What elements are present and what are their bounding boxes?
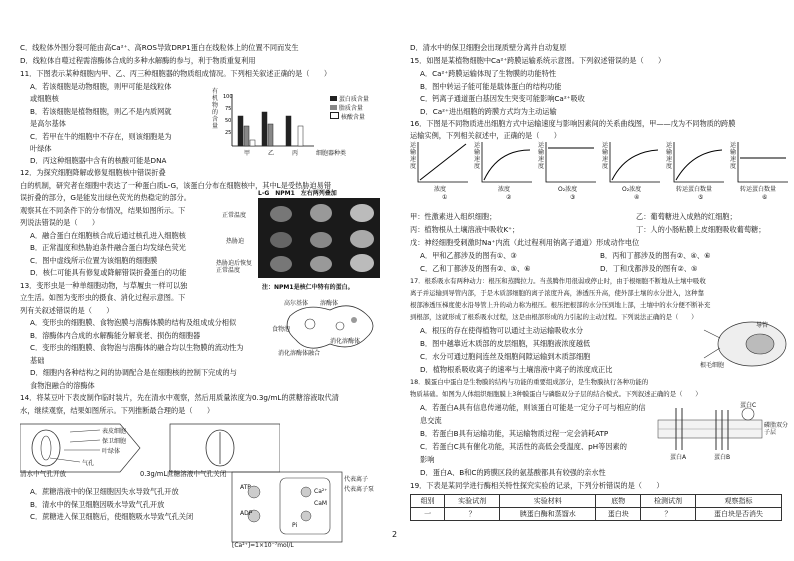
- q11-cat-yi: 乙: [268, 150, 275, 157]
- th-material: 实验材料: [500, 495, 596, 508]
- q14-stem: 14．将某豆叶下表皮制作临时装片，先在清水中观察，然后用质量浓度为0.3g/mL的蔗糖溶液取代清: [20, 393, 339, 402]
- q16-wu: 戊：神经细胞受刺激时Na⁺内流（此过程利用钠离子通道）形成动作电位: [410, 238, 640, 247]
- q11-ylabel: 有机物的含量: [212, 88, 219, 130]
- q12-option-b: B．正常温度和热胁迫条件融合蛋白均发绿色荧光: [30, 243, 186, 252]
- q14-label-guard: 保卫细胞: [102, 438, 127, 445]
- q18-figure: [652, 398, 792, 462]
- q15-option-d: D．Ca²⁺进出细胞的跨膜方式均为主动运输: [420, 107, 557, 116]
- q12-figure: [216, 188, 392, 300]
- q11-cat-jia: 甲: [244, 150, 251, 157]
- q12-row-recover: 热胁迫后恢复正常温度: [216, 260, 253, 274]
- q16-curve: [676, 150, 722, 180]
- q13-label-fusion: 消化溶酶体融合: [278, 350, 321, 357]
- q16-stem: 16．下图是不同物质进出细胞方式中运输速度与影响因素间的关系曲线图，甲——戊为不同物质的跨膜: [410, 119, 736, 128]
- q13-stem2: 立生活。如图为变形虫的摄食、消化过程示意图。下: [20, 293, 186, 302]
- th-substrate: 底物: [596, 495, 641, 508]
- q13-option-b: B．溶酶体内合成的水解酶能分解衰老、损伤的细胞器: [30, 331, 201, 340]
- q11-option-c2: 叶绿体: [30, 144, 52, 153]
- ca-caption: [Ca²⁺]=1×10⁻⁷mol/L: [232, 542, 294, 549]
- q12-row-normal: 正常温度: [222, 212, 247, 219]
- q16-num-1: ①: [442, 194, 448, 201]
- ca-legend-pump: 代表离子泵: [344, 486, 375, 493]
- q16-curve: [612, 150, 658, 180]
- q12-stem5: 列说法错误的是（ ）: [20, 218, 100, 227]
- q16-num-6: ⑥: [762, 194, 768, 201]
- q18-option-c: C．若蛋白C具有催化功能，其活性的高低会受温度、pH等因素的: [420, 442, 627, 451]
- q16-axes: [610, 142, 660, 182]
- svg-text:50: 50: [225, 118, 232, 124]
- q13-option-a: A．变形虫的细胞膜、食物泡膜与溶酶体膜的结构及组成成分相似: [30, 318, 237, 327]
- q10-option-d: D．线粒体自噬过程需溶酶体合成的多种水解酶的参与，利于物质重复利用: [20, 56, 256, 65]
- q14-stem2: 水，继续观察，结果如图所示。下列推断最合理的是（ ）: [20, 406, 215, 415]
- q18-option-b: B．若蛋白B具有运输功能，其运输物质过程一定会消耗ATP: [420, 429, 609, 438]
- q18-label-a: 蛋白A: [670, 454, 687, 461]
- q11-bar: [286, 116, 291, 146]
- q12-option-c: C．图中虚线所示位置为该细胞的细胞膜: [30, 256, 158, 265]
- q17-option-b: B．图中越靠近木质部的皮层细胞，其细胞液浓度越低: [420, 339, 591, 348]
- q16-stem2: 运输实例，下列相关叙述中，正确的是（ ）: [410, 131, 561, 140]
- q17-label-roothair: 根毛细胞: [700, 362, 725, 369]
- q16-ylabel-3: 运输速度: [538, 142, 545, 170]
- q11-bar: [244, 126, 249, 146]
- q16-curve: [484, 150, 530, 180]
- q11-legend-protein: 蛋白质含量: [338, 96, 369, 103]
- svg-text:75: 75: [225, 106, 232, 112]
- ca-label-pi: Pi: [292, 522, 298, 529]
- table-row: [411, 508, 782, 521]
- cell: 胰蛋白酶和蒸馏水: [500, 508, 596, 521]
- q17-stem4: 到根部，这就形成了根系吸水过程，这是由根部形成的力引起的主动过程。下列说法正确的是（ ）: [410, 313, 698, 321]
- q16-axes: [674, 142, 724, 182]
- q17-figure: [700, 318, 792, 370]
- q16-num-5: ⑤: [698, 194, 704, 201]
- q11-figure: [212, 86, 392, 162]
- q12-stem4: 观察其在不同条件下的分布情况，结果如图所示。下: [20, 206, 186, 215]
- q18-stem2: 物质基础。如图为人体组织细胞膜上3种膜蛋白与磷脂双分子层的结合模式。下列叙述正确的是（ ）: [410, 390, 702, 398]
- q14-caption-right: 0.3g/mL蔗糖溶液中气孔关闭: [140, 470, 227, 478]
- q13-option-d: D．细胞内各种结构之间的协调配合是在细胞核的控制下完成的与: [30, 368, 237, 377]
- q15-option-c: C．钙离子通道蛋白基因发生突变可能影响Ca²⁺吸收: [420, 94, 585, 103]
- q13-label-food-vacuole: 食物泡: [272, 326, 291, 333]
- q14-option-b: B．清水中的保卫细胞因吸水导致气孔开放: [30, 500, 165, 509]
- q13-label-golgi: 高尔基体: [284, 300, 309, 307]
- q16-num-3: ③: [570, 194, 576, 201]
- table-header-row: [411, 495, 782, 508]
- q14-option-a: A．蔗糖溶液中的保卫细胞因失水导致气孔开放: [30, 487, 179, 496]
- q13-figure: [270, 296, 392, 358]
- q16-bing: 丙：植物根从土壤溶液中吸收K⁺；: [410, 225, 520, 234]
- q16-option-a: A．甲和乙都涉及的图有①、③: [420, 251, 517, 260]
- th-reagent: 实验试剂: [445, 495, 500, 508]
- right-column: [400, 0, 792, 561]
- q12-stem: 12．为探究细胞降解或修复细胞核中错误折叠: [20, 168, 166, 177]
- q16-figure: [408, 140, 792, 204]
- q13-label-digestive: 消化溶酶体: [330, 338, 361, 345]
- q11-option-b2: 是高尔基体: [30, 119, 66, 128]
- q11-bar: [238, 116, 243, 146]
- q15-option-a: A．Ca²⁺跨膜运输体现了生物膜的功能特性: [420, 69, 557, 78]
- q11-bar: [250, 140, 255, 146]
- q14-figure: [20, 418, 280, 478]
- q11-legend-lipid: 脂质含量: [338, 105, 363, 112]
- q13-option-c: C．变形虫的细胞膜、食物泡与溶酶体的融合均以生物膜的流动性为: [30, 343, 244, 352]
- q12-header: L-G NPM1 左右两列叠加: [258, 190, 337, 197]
- q16-x-4: O₂浓度: [622, 186, 642, 193]
- q10-option-c: C．线粒体外围分裂可能由高Ca²⁺、高ROS导致DRP1蛋白在线粒体上的位置不同而发生: [20, 43, 299, 52]
- q16-x-5: 转运蛋白数量: [676, 186, 713, 193]
- q17-option-d: D．植物根系吸收离子的速率与土壤溶液中离子的浓度成正比: [420, 365, 613, 374]
- ca-label-ca: Ca²⁺: [314, 488, 328, 495]
- th-detect: 检测试剂: [641, 495, 696, 508]
- q12-caption: 注：NPM1是核仁中特有的蛋白。: [262, 284, 354, 291]
- q16-ding: 丁：人的小肠粘膜上皮细胞吸收葡萄糖；: [636, 225, 766, 234]
- q16-x-2: 浓度: [498, 186, 511, 193]
- q11-option-a: A．若该细胞是动物细胞，则甲可能是线粒体: [30, 82, 172, 91]
- q14-label-stoma: 气孔: [82, 460, 95, 467]
- q16-x-6: 转运蛋白数量: [740, 186, 777, 193]
- ca-label-cam: CaM: [314, 500, 328, 507]
- q16-x-1: 浓度: [434, 186, 447, 193]
- q15-stem: 15．如图是某植物细胞中Ca²⁺跨膜运输系统示意图。下列叙述错误的是（ ）: [410, 56, 666, 65]
- q19-table: [410, 494, 782, 521]
- q14-option-d: D．清水中的保卫细胞会出现质壁分离并自动复原: [410, 43, 567, 52]
- q18-label-bilayer: 磷脂双分子层: [764, 422, 789, 436]
- cell: 蛋白块是否消失: [695, 508, 781, 521]
- cell: 一: [411, 508, 445, 521]
- q16-ylabel-2: 运输速度: [474, 142, 481, 170]
- q11-legend-nucleic: 核酸含量: [340, 114, 365, 121]
- q11-option-c: C．若甲在牛的细胞中不存在，则该细胞是为: [30, 132, 172, 141]
- q14-label-chloroplast: 叶绿体: [102, 448, 121, 455]
- q16-ylabel-6: 运输速度: [730, 142, 737, 170]
- q14-label-epidermis: 表皮细胞: [102, 428, 127, 435]
- q11-xlabel: 细胞器种类: [316, 150, 347, 157]
- q12-stem2: 白的机制，研究者在细胞中表达了一种蛋白质L-G，该蛋白分布在细胞核中，其中L是受热胁迫易错: [20, 181, 332, 190]
- q17-stem3: 根部渗透压梯度使水沿导管上升的动力称为根压。根压把根部的水分压到地上部，土壤中的水分便不断补充: [410, 301, 711, 309]
- page-number: 2: [392, 530, 398, 539]
- q16-ylabel-5: 运输速度: [666, 142, 673, 170]
- q12-row-heat: 热胁迫: [226, 238, 245, 245]
- q12-option-a: A．融合蛋白在细胞核合成后通过核孔进入细胞核: [30, 231, 186, 240]
- q11-stem: 11．下图表示某种细胞内甲、乙、丙三种细胞器的物质组成情况。下列相关叙述正确的是（ ）: [20, 69, 332, 78]
- q18-option-a: A．若蛋白A具有信息传递功能，则该蛋白可能是一定分子可与相应的信: [420, 403, 646, 412]
- q13-stem3: 列有关叙述错误的是（ ）: [20, 306, 114, 315]
- q11-option-b: B．若该细胞是植物细胞，则乙不是内质网就: [30, 107, 172, 116]
- q17-stem: 17．根系吸水有两种动力：根压和蒸腾拉力。当蒸腾作用很弱或停止时，由于根细胞不断地从土壤中吸收: [410, 277, 706, 285]
- q16-num-2: ②: [506, 194, 512, 201]
- q11-option-a2: 或细胞核: [30, 94, 59, 103]
- q11-bar: [298, 126, 303, 146]
- q12-stem3: 误折叠的部分，G是能发出绿色荧光的热稳定的部分。: [20, 193, 191, 202]
- cell: 蛋白块: [596, 508, 641, 521]
- q16-curve: [420, 144, 466, 180]
- q18-label-b: 蛋白B: [714, 454, 731, 461]
- q17-option-a: A．根压的存在使得植物可以通过主动运输吸收水分: [420, 326, 584, 335]
- svg-text:100: 100: [223, 94, 233, 100]
- q18-option-a2: 息交流: [420, 416, 442, 425]
- q11-option-d: D．丙这种细胞器中含有的核酸可能是DNA: [30, 156, 167, 165]
- q13-label-lysosome: 溶酶体: [320, 300, 339, 307]
- q16-axes: [482, 142, 532, 182]
- q11-cat-bing: 丙: [292, 150, 299, 157]
- q12-option-d: D．核仁可能具有修复或降解错误折叠蛋白的功能: [30, 268, 187, 277]
- ca-transport-figure: [230, 470, 375, 550]
- q18-label-c: 蛋白C: [740, 402, 757, 409]
- q16-num-4: ④: [634, 194, 640, 201]
- q16-yi: 乙：葡萄糖进入成熟的红细胞；: [636, 212, 737, 221]
- ca-legend-ion: 代表离子: [344, 476, 369, 483]
- cell: ？: [641, 508, 696, 521]
- q11-bar: [262, 112, 267, 146]
- q11-bar: [268, 124, 273, 146]
- th-observe: 观察指标: [695, 495, 781, 508]
- q16-option-d: D．丁和戊都涉及的图有②、⑤: [600, 264, 698, 273]
- ca-label-adp: ADP: [240, 510, 253, 517]
- q13-option-c2: 基础: [30, 356, 45, 365]
- q16-axes: [738, 142, 788, 182]
- th-group: 组别: [411, 495, 445, 508]
- q18-stem: 18．膜蛋白中蛋白是生物膜的结构与功能的重要组成部分，是生物膜执行各种功能的: [410, 378, 649, 386]
- q15-option-b: B．图中转运子能可能是载体蛋白的结构功能: [420, 82, 562, 91]
- q18-option-c2: 影响: [420, 455, 435, 464]
- cell: ？: [445, 508, 500, 521]
- q16-x-3: O₂浓度: [558, 186, 578, 193]
- q13-option-d2: 食物泡融合的溶酶体: [30, 381, 95, 390]
- q17-stem2: 离子并运输到导管内部，于是木质部细胞的离子浓度升高，渗透压升高，使外部土壤的水分进入，这种靠: [410, 289, 704, 297]
- q16-option-c: C．乙和丁都涉及的图有②、⑤、⑥: [420, 264, 531, 273]
- q17-option-c: C．水分可通过胞间连丝及细胞间隙运输到木质部细胞: [420, 352, 591, 361]
- q16-ylabel-4: 运输速度: [602, 142, 609, 170]
- q19-stem: 19．下表是某同学进行酶相关特性探究实验的记录，下列分析错误的是（ ）: [410, 481, 664, 490]
- q16-option-b: B．丙和丁都涉及的图有②、④、⑥: [600, 251, 711, 260]
- q17-label-vessel: 导管: [756, 322, 769, 329]
- ca-label-atp: ATP: [240, 484, 251, 491]
- q16-jia: 甲：性激素进入组织细胞；: [410, 212, 497, 221]
- q14-caption-left: 清水中气孔开放: [20, 470, 67, 478]
- svg-text:25: 25: [225, 130, 232, 136]
- q14-option-c: C．蔗糖进入保卫细胞后，使细胞吸水导致气孔关闭: [30, 512, 194, 521]
- q18-option-d: D．蛋白A、B和C的跨膜区段的氨基酸都具有较强的亲水性: [420, 468, 606, 477]
- q13-stem: 13．变形虫是一种单细胞动物，与草履虫一样可以独: [20, 281, 188, 290]
- left-column: [0, 0, 392, 561]
- q16-ylabel-1: 运输速度: [410, 142, 417, 170]
